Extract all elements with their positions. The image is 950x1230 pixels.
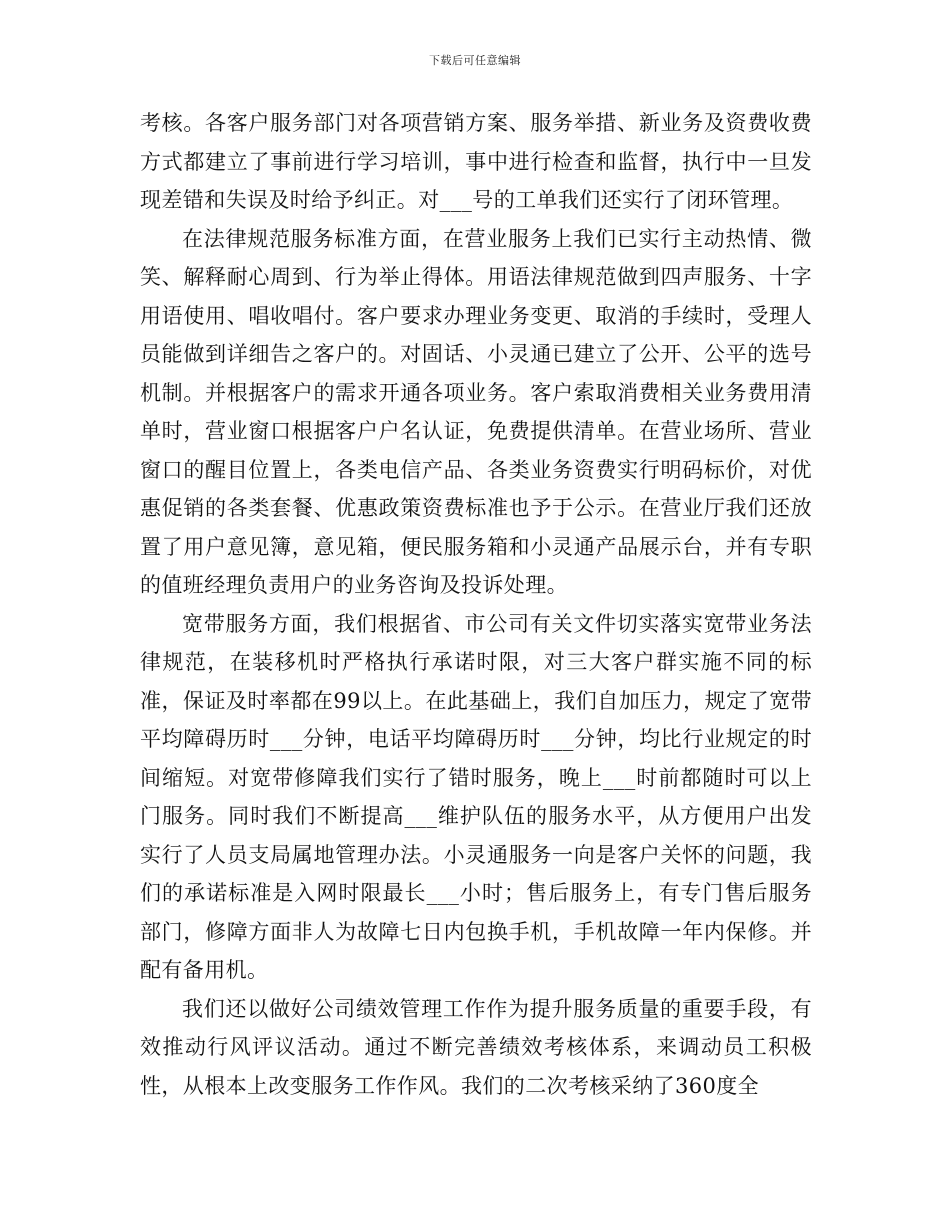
paragraph-3: 宽带服务方面，我们根据省、市公司有关文件切实落实宽带业务法律规范，在装移机时严格执行承诺时限，对三大客户群实施不同的标准，保证及时率都在99以上。在此基础上，我们自加压力，规定了宽带平均障碍历时___分钟，电话平均障碍历时___分钟，均比行业规定的时间缩短。对宽带修障我们实行了错时服务，晚上___时前都随时可以上门服务。同时我们不断提高___维护队伍的服务水平，从方便用户出发实行了人员支局属地管理办法。小灵通服务一向是客户关怀的问题，我们的承诺标准是入网时限最长___小时；售后服务上，有专门售后服务部门，修障方面非人为故障七日内包换手机，手机故障一年内保修。并配有备用机。 — [140, 611, 812, 982]
paragraph-1: 考核。各客户服务部门对各项营销方案、服务举措、新业务及资费收费方式都建立了事前进行学习培训，事中进行检查和监督，执行中一旦发现差错和失误及时给予纠正。对___号的工单我们还实行了闭环管理。 — [140, 111, 812, 212]
document-body — [140, 104, 812, 1105]
paragraph-4: 我们还以做好公司绩效管理工作作为提升服务质量的重要手段，有效推动行风评议活动。通过不断完善绩效考核体系，来调动员工积极性，从根本上改变服务工作作风。我们的二次考核采纳了360度全 — [140, 996, 812, 1098]
page-header-note: 下载后可任意编辑 — [429, 54, 521, 67]
paragraph-2: 在法律规范服务标准方面，在营业服务上我们已实行主动热情、微笑、解释耐心周到、行为举止得体。用语法律规范做到四声服务、十字用语使用、唱收唱付。客户要求办理业务变更、取消的手续时，受理人员能做到详细告之客户的。对固话、小灵通已建立了公开、公平的选号机制。并根据客户的需求开通各项业务。客户索取消费相关业务费用清单时，营业窗口根据客户户名认证，免费提供清单。在营业场所、营业窗口的醒目位置上，各类电信产品、各类业务资费实行明码标价，对优惠促销的各类套餐、优惠政策资费标准也予于公示。在营业厅我们还放置了用户意见簿，意见箱，便民服务箱和小灵通产品展示台，并有专职的值班经理负责用户的业务咨询及投诉处理。 — [140, 226, 812, 597]
